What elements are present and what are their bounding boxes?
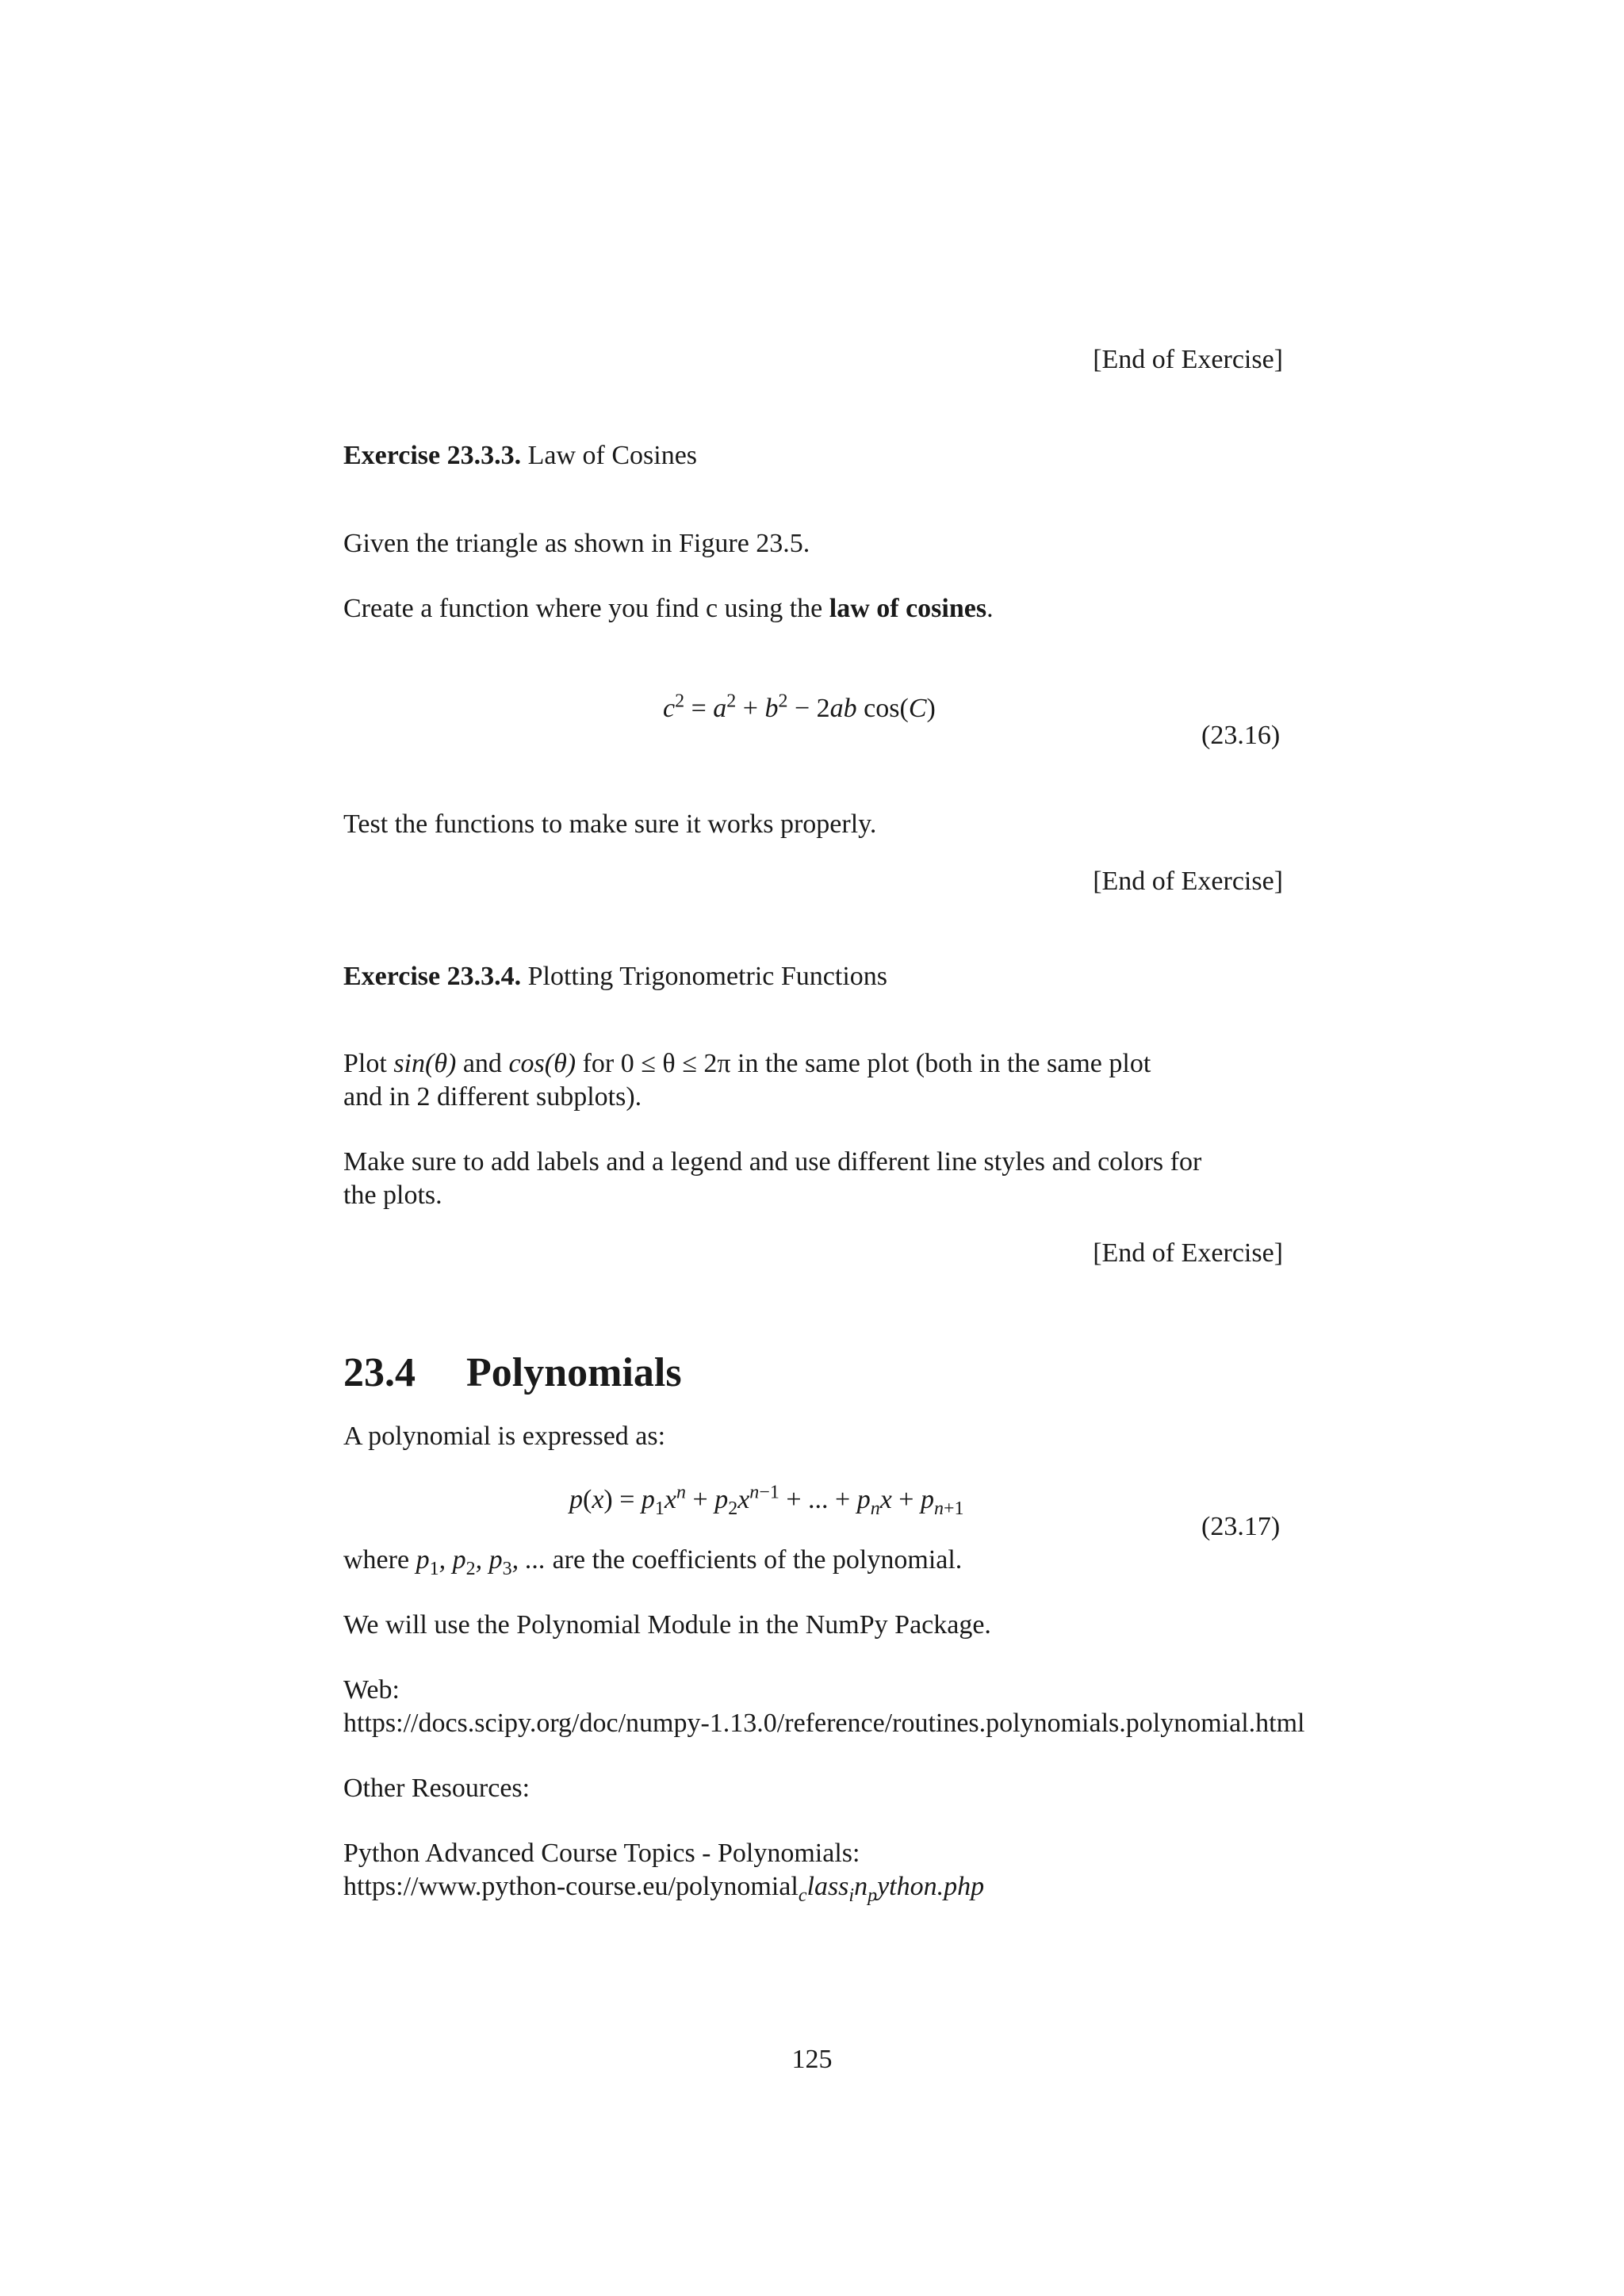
- paragraph: Given the triangle as shown in Figure 23.5.: [343, 529, 810, 558]
- url-subscript: i: [848, 1885, 855, 1906]
- url-subscript: c: [798, 1885, 807, 1906]
- course-url-text: https://www.python-course.eu/polynomial: [343, 1872, 799, 1901]
- math-cos: cos(θ): [508, 1049, 576, 1078]
- url-italic: ython.php: [877, 1872, 985, 1901]
- end-of-exercise-marker: [End of Exercise]: [1093, 867, 1283, 896]
- url-italic: n: [854, 1872, 868, 1901]
- equation-number: (23.16): [1201, 721, 1281, 750]
- math-coefficients: $p_1$, $p_2$, $p_3$, ...: [416, 1545, 546, 1579]
- math-sin: sin(θ): [393, 1049, 457, 1078]
- url-subscript: p: [868, 1885, 878, 1906]
- course-url[interactable]: [343, 1869, 984, 1904]
- paragraph-line: the plots.: [343, 1181, 442, 1210]
- section-number: 23.4: [343, 1350, 416, 1395]
- page-number: 125: [791, 2045, 833, 2074]
- text-run: Create a function where you find c using the: [343, 594, 829, 623]
- paragraph: Test the functions to make sure it works properly.: [343, 809, 877, 839]
- end-of-exercise-marker: [End of Exercise]: [1093, 345, 1283, 374]
- paragraph: We will use the Polynomial Module in the NumPy Package.: [343, 1610, 991, 1640]
- section-title: Polynomials: [466, 1350, 682, 1395]
- exercise-title: Law of Cosines: [527, 441, 698, 470]
- bold-term: law of cosines: [829, 594, 987, 623]
- url-italic: lass: [806, 1872, 849, 1901]
- paragraph: Make sure to add labels and a legend and use different line styles and colors for: [343, 1147, 1202, 1177]
- equation-polynomial: $p(x) = p_1x^n + p_2x^{n-1}$ + ... + $p_nx + p_{n+1}$: [569, 1482, 964, 1519]
- text-run: for 0 ≤ θ ≤ 2π in the same plot (both in the same plot: [576, 1049, 1151, 1078]
- text-run: .: [986, 594, 994, 623]
- paragraph: A polynomial is expressed as:: [343, 1422, 666, 1451]
- exercise-label: Exercise 23.3.3.: [343, 441, 522, 470]
- exercise-heading: [343, 438, 697, 473]
- exercise-label: Exercise 23.3.4.: [343, 962, 522, 991]
- text-run: are the coefficients of the polynomial.: [546, 1545, 963, 1575]
- web-label: Web:: [343, 1675, 400, 1705]
- exercise-title: Plotting Trigonometric Functions: [527, 962, 887, 991]
- other-resources-label: Other Resources:: [343, 1774, 530, 1803]
- text-run: and: [456, 1049, 509, 1078]
- paragraph-line: and in 2 different subplots).: [343, 1082, 642, 1112]
- section-heading: [343, 1348, 682, 1399]
- course-title: Python Advanced Course Topics - Polynomials:: [343, 1839, 860, 1868]
- exercise-heading: [343, 959, 887, 994]
- web-url[interactable]: https://docs.scipy.org/doc/numpy-1.13.0/reference/routines.polynomials.polynomial.html: [343, 1709, 1305, 1738]
- paragraph: [343, 591, 994, 626]
- end-of-exercise-marker: [End of Exercise]: [1093, 1238, 1283, 1268]
- equation-number: (23.17): [1201, 1512, 1281, 1541]
- text-run: Plot: [343, 1049, 394, 1078]
- paragraph: [343, 1047, 1151, 1081]
- paragraph: where $p_1$, $p_2$, $p_3$, ... are the coefficients of the polynomial.: [343, 1545, 963, 1579]
- equation-law-of-cosines: $c^2 = a^2 + b^2 - 2ab$ cos(C): [663, 691, 936, 723]
